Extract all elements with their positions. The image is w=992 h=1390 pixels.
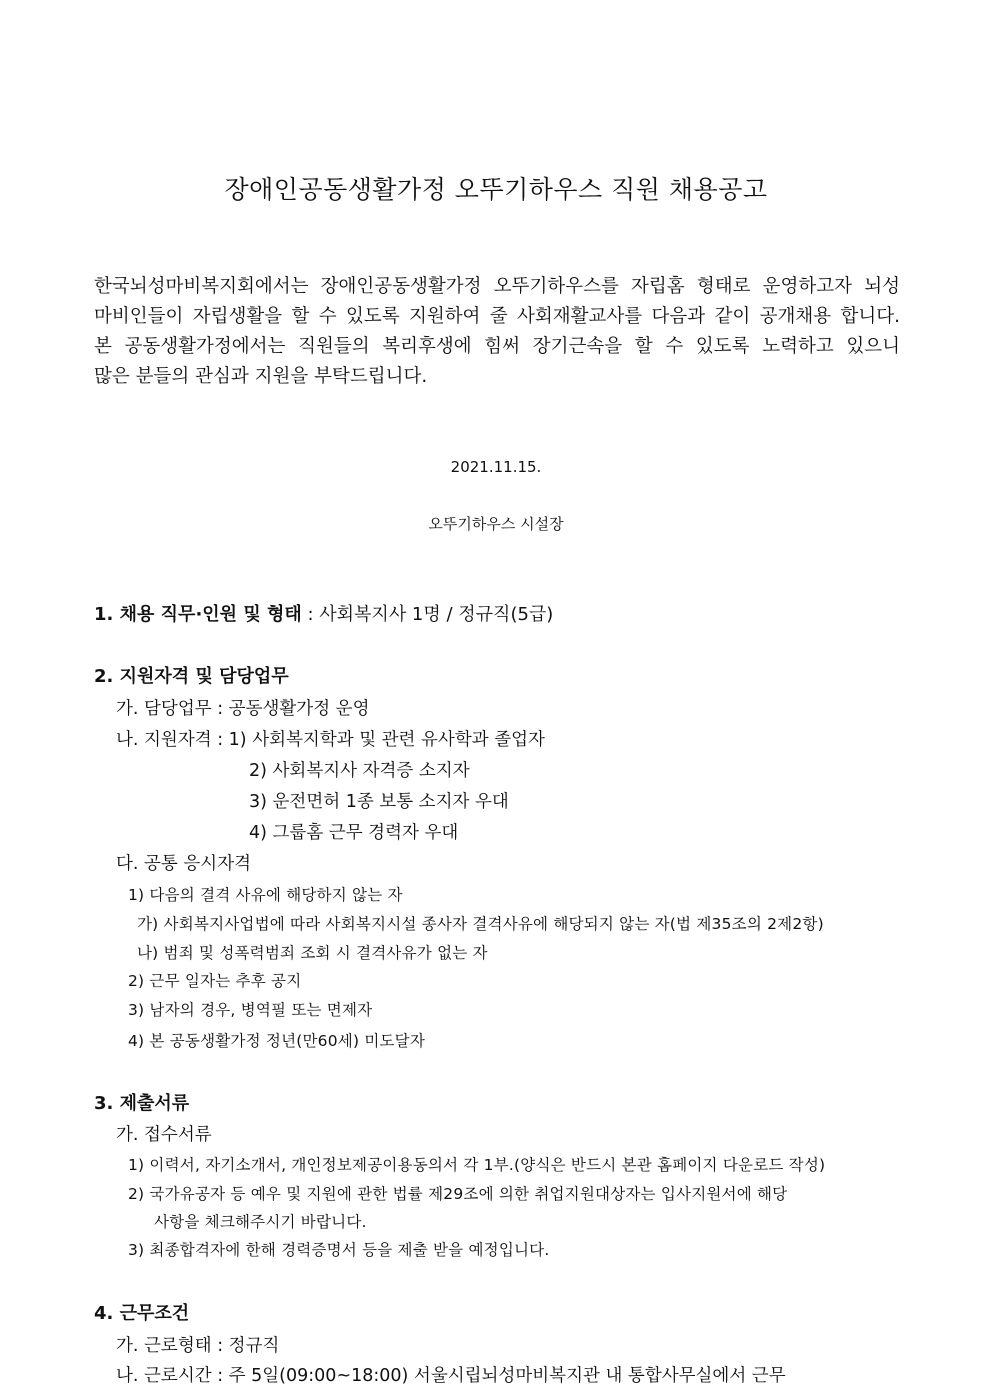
common-qualification-subitem: 나) 범죄 및 성폭력범죄 조회 시 결격사유가 없는 자 (137, 944, 488, 962)
qualification-item: 1) 사회복지학과 및 관련 유사학과 졸업자 (228, 730, 545, 750)
submission-item-continuation: 사항을 체크해주시기 바랍니다. (154, 1213, 367, 1231)
submission-item: 2) 국가유공자 등 예우 및 지원에 관한 법률 제29조에 의한 취업지원대상자는 입사지원서에 해당 (128, 1185, 788, 1203)
qualification-item: 2) 사회복지사 자격증 소지자 (249, 761, 470, 781)
common-qualification-item: 4) 본 공동생활가정 정년(만60세) 미도달자 (128, 1032, 426, 1050)
section-1-heading (94, 602, 553, 628)
qualification-item: 3) 운전면허 1종 보통 소지자 우대 (249, 792, 509, 812)
qualification-prefix: 나. 지원자격 : (116, 730, 229, 750)
section-1-value: : 사회복지사 1명 / 정규직(5급) (301, 604, 554, 625)
common-qualification-heading: 다. 공통 응시자격 (116, 854, 252, 874)
qualification-line (116, 727, 545, 753)
duty-line: 가. 담당업무 : 공동생활가정 운영 (116, 699, 370, 719)
common-qualification-item: 2) 근무 일자는 추후 공지 (128, 972, 302, 990)
submission-item: 3) 최종합격자에 한해 경력증명서 등을 제출 받을 예정입니다. (128, 1241, 550, 1259)
signer: 오뚜기하우스 시설장 (428, 515, 564, 533)
document-title: 장애인공동생활가정 오뚜기하우스 직원 채용공고 (224, 175, 768, 204)
intro-paragraph (94, 272, 900, 392)
section-2-heading: 2. 지원자격 및 담당업무 (94, 666, 289, 687)
common-qualification-subitem: 가) 사회복지사업법에 따라 사회복지시설 종사자 결격사유에 해당되지 않는 자(법 제35조의 2제2항) (137, 915, 824, 933)
intro-line: 마비인들이 자립생활을 할 수 있도록 지원하여 줄 사회재활교사를 다음과 같이 공개채용 합니다. (94, 306, 900, 327)
intro-line: 많은 분들의 관심과 지원을 부탁드립니다. (94, 366, 428, 387)
common-qualification-item: 3) 남자의 경우, 병역필 또는 면제자 (128, 1001, 373, 1019)
announcement-date: 2021.11.15. (450, 458, 542, 476)
section-4-heading: 4. 근무조건 (94, 1303, 190, 1324)
section-1-label: 1. 채용 직무·인원 및 형태 (94, 604, 302, 625)
common-qualification-item: 1) 다음의 결격 사유에 해당하지 않는 자 (128, 886, 403, 904)
qualification-item: 4) 그룹홈 근무 경력자 우대 (249, 823, 459, 843)
section-3-heading: 3. 제출서류 (94, 1093, 190, 1114)
submission-item: 1) 이력서, 자기소개서, 개인정보제공이용동의서 각 1부.(양식은 반드시 본관 홈페이지 다운로드 작성) (128, 1156, 826, 1174)
submission-subheading: 가. 접수서류 (116, 1125, 212, 1145)
intro-line: 한국뇌성마비복지회에서는 장애인공동생활가정 오뚜기하우스를 자립홈 형태로 운영하고자 뇌성 (94, 276, 900, 297)
work-condition-item: 가. 근로형태 : 정규직 (116, 1336, 280, 1356)
intro-line: 본 공동생활가정에서는 직원들의 복리후생에 힘써 장기근속을 할 수 있도록 노력하고 있으니 (94, 336, 900, 357)
work-condition-item: 나. 근로시간 : 주 5일(09:00~18:00) 서울시립뇌성마비복지관 내 통합사무실에서 근무 (116, 1366, 786, 1386)
